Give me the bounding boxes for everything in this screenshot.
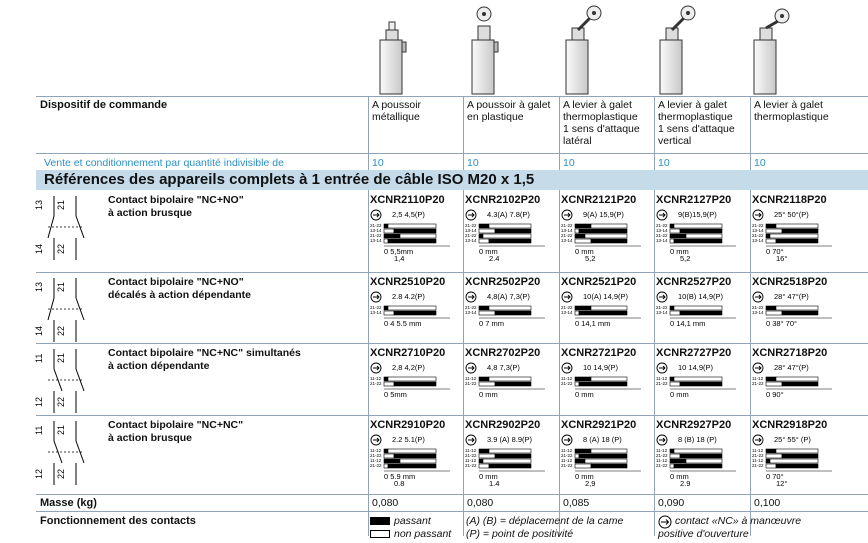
diagram-top-values: 2.2 5.1(P) — [392, 435, 425, 444]
mass-rule — [36, 494, 868, 495]
contact-terminal-label: 14 — [34, 325, 44, 336]
diagram-top-values: 10(A) 14,9(P) — [583, 292, 629, 301]
contact-terminal-label: 11 — [34, 353, 44, 363]
column-separator — [368, 96, 369, 536]
product-reference: XCNR2110P20 — [370, 194, 445, 206]
operation-diagram — [465, 290, 557, 346]
product-reference: XCNR2521P20 — [561, 276, 637, 288]
sale-label: Vente et conditionnement par quantité indivisible de — [44, 157, 284, 169]
sale-qty-5: 10 — [754, 157, 766, 169]
product-reference: XCNR2702P20 — [465, 347, 541, 359]
diagram-top-values: 25° 55° (P) — [774, 435, 811, 444]
diagram-bottom-values: 0 14,1 mm — [670, 319, 706, 328]
product-reference: XCNR2510P20 — [370, 276, 446, 288]
diagram-row-label: 11-12 — [465, 458, 477, 463]
diagram-bottom-values: 0 mm — [479, 247, 498, 256]
legend-nc-1: contact «NC» à manœuvre — [675, 515, 802, 527]
diagram-bottom-values: 0 70° — [766, 472, 784, 481]
diagram-row-label: 13-14 — [465, 310, 477, 315]
operation-diagram — [656, 290, 748, 346]
diagram-row-label: 21-22 — [465, 381, 477, 386]
contact-terminal-label: 21 — [56, 199, 66, 210]
diagram-row-label: 21-22 — [561, 463, 573, 468]
diagram-row-label: 21-22 — [752, 223, 764, 228]
diagram-sub-value: 2,9 — [585, 479, 596, 488]
diagram-row-label: 21-22 — [752, 381, 764, 386]
diagram-bottom-values: 0 38° 70° — [766, 319, 798, 328]
product-reference: XCNR2121P20 — [561, 194, 637, 206]
product-images — [360, 0, 868, 96]
contact-terminal-label: 22 — [56, 396, 66, 407]
product-reference: XCNR2118P20 — [752, 194, 827, 206]
contact-terminal-label: 11 — [34, 425, 44, 435]
header-rule — [36, 96, 868, 97]
device-desc-2: A poussoir à galet en plastique — [467, 99, 551, 123]
operation-diagram — [752, 208, 844, 264]
contact-terminal-label: 13 — [34, 281, 44, 292]
product-reference: XCNR2502P20 — [465, 276, 541, 288]
mass-value-5: 0,100 — [754, 497, 781, 509]
legend-nc-2: positive d'ouverture — [658, 528, 749, 540]
diagram-row-label: 11-12 — [370, 458, 382, 463]
row-label-device: Dispositif de commande — [40, 99, 168, 111]
positive-opening-icon — [658, 515, 672, 529]
sale-qty-4: 10 — [658, 157, 670, 169]
diagram-bottom-values: 0 5,5mm — [384, 247, 414, 256]
sale-qty-2: 10 — [467, 157, 479, 169]
diagram-row-label: 21-22 — [370, 463, 382, 468]
operation-diagram — [561, 290, 653, 346]
diagram-top-values: 25° 50°(P) — [774, 210, 809, 219]
diagram-top-values: 8 (A) 18 (P) — [583, 435, 622, 444]
diagram-row-label: 13-14 — [752, 310, 764, 315]
legend-swatch-non-passant — [370, 530, 390, 538]
product-reference: XCNR2910P20 — [370, 419, 446, 431]
contact-terminal-label: 12 — [34, 396, 44, 407]
diagram-bottom-values: 0 14,1 mm — [575, 319, 611, 328]
diagram-top-values: 9(A) 15,9(P) — [583, 210, 624, 219]
contact-group-title: Contact bipolaire "NC+NC" simultanés à action dépendante — [108, 347, 301, 372]
diagram-sub-value: 5,2 — [680, 254, 691, 263]
diagram-row-label: 21-22 — [561, 233, 573, 238]
operation-diagram — [561, 433, 653, 489]
mass-value-4: 0,090 — [658, 497, 685, 509]
diagram-row-label: 11-12 — [656, 376, 668, 381]
contact-group-title: Contact bipolaire "NC+NO" à action brusque — [108, 194, 244, 219]
device-image-push-metal — [380, 22, 406, 94]
diagram-row-label: 21-22 — [370, 381, 382, 386]
contact-symbol — [34, 347, 88, 417]
legend-swatch-passant — [370, 517, 390, 525]
sale-rule — [36, 153, 868, 154]
diagram-row-label: 21-22 — [465, 305, 477, 310]
diagram-row-label: 21-22 — [370, 223, 382, 228]
diagram-row-label: 13-14 — [370, 228, 382, 233]
column-separator — [463, 96, 464, 536]
diagram-row-label: 21-22 — [465, 463, 477, 468]
device-desc-4: A levier à galet thermoplastique 1 sens d'attaque vertical — [658, 99, 735, 147]
diagram-row-label: 21-22 — [561, 223, 573, 228]
contact-symbol — [34, 276, 88, 346]
diagram-row-label: 21-22 — [752, 305, 764, 310]
product-reference: XCNR2927P20 — [656, 419, 732, 431]
diagram-row-label: 11-12 — [465, 376, 477, 381]
diagram-row-label: 21-22 — [561, 305, 573, 310]
diagram-row-label: 13-14 — [370, 310, 382, 315]
diagram-sub-value: 1.4 — [489, 479, 500, 488]
diagram-top-values: 10 14,9(P) — [678, 363, 714, 372]
diagram-row-label: 13-14 — [465, 238, 477, 243]
diagram-row-label: 11-12 — [561, 376, 573, 381]
column-separator — [559, 96, 560, 536]
diagram-bottom-values: 0 mm — [575, 472, 594, 481]
mass-value-1: 0,080 — [372, 497, 399, 509]
diagram-top-values: 4,8 7,3(P) — [487, 363, 520, 372]
diagram-top-values: 28° 47°(P) — [774, 292, 809, 301]
product-reference: XCNR2527P20 — [656, 276, 732, 288]
diagram-bottom-values: 0 mm — [479, 472, 498, 481]
product-reference: XCNR2710P20 — [370, 347, 446, 359]
diagram-top-values: 2.8 4.2(P) — [392, 292, 425, 301]
diagram-bottom-values: 0 5.9 mm — [384, 472, 416, 481]
diagram-top-values: 4,8(A) 7,3(P) — [487, 292, 530, 301]
diagram-top-values: 4.3(A) 7.8(P) — [487, 210, 530, 219]
diagram-top-values: 3.9 (A) 8.9(P) — [487, 435, 533, 444]
diagram-row-label: 13-14 — [561, 310, 573, 315]
contact-terminal-label: 22 — [56, 468, 66, 479]
diagram-row-label: 11-12 — [656, 458, 668, 463]
diagram-row-label: 21-22 — [752, 463, 764, 468]
diagram-row-label: 11-12 — [370, 376, 382, 381]
operation-diagram — [465, 433, 557, 489]
diagram-row-label: 21-22 — [656, 305, 668, 310]
contact-group-title: Contact bipolaire "NC+NO" décalés à action dépendante — [108, 276, 251, 301]
diagram-row-label: 21-22 — [561, 381, 573, 386]
diagram-top-values: 2,8 4,2(P) — [392, 363, 425, 372]
diagram-row-label: 21-22 — [370, 233, 382, 238]
diagram-row-label: 11-12 — [656, 448, 668, 453]
product-reference: XCNR2921P20 — [561, 419, 637, 431]
diagram-row-label: 13-14 — [656, 310, 668, 315]
diagram-row-label: 21-22 — [370, 453, 382, 458]
diagram-top-values: 8 (B) 18 (P) — [678, 435, 717, 444]
contact-group-title: Contact bipolaire "NC+NC" à action brusque — [108, 419, 244, 444]
diagram-row-label: 11-12 — [370, 448, 382, 453]
operation-diagram — [465, 361, 557, 417]
diagram-sub-value: 16° — [776, 254, 788, 263]
operation-diagram — [752, 361, 844, 417]
operation-diagram — [656, 208, 748, 264]
diagram-row-label: 21-22 — [370, 305, 382, 310]
device-desc-5: A levier à galet thermoplastique — [754, 99, 829, 123]
diagram-row-label: 11-12 — [752, 376, 764, 381]
diagram-top-values: 28° 47°(P) — [774, 363, 809, 372]
product-reference: XCNR2902P20 — [465, 419, 541, 431]
diagram-row-label: 11-12 — [465, 448, 477, 453]
operation-diagram — [370, 433, 462, 489]
device-image-lever-lateral — [566, 6, 601, 94]
operation-diagram — [656, 433, 748, 489]
operation-diagram — [752, 290, 844, 346]
column-separator — [750, 96, 751, 536]
diagram-row-label: 21-22 — [656, 233, 668, 238]
diagram-top-values: 9(B)15,9(P) — [678, 210, 717, 219]
mass-value-3: 0,085 — [563, 497, 590, 509]
product-reference: XCNR2102P20 — [465, 194, 541, 206]
operation-diagram — [370, 290, 462, 346]
product-reference: XCNR2721P20 — [561, 347, 637, 359]
diagram-sub-value: 2.9 — [680, 479, 691, 488]
diagram-row-label: 13-14 — [370, 238, 382, 243]
diagram-row-label: 21-22 — [752, 453, 764, 458]
diagram-row-label: 11-12 — [561, 448, 573, 453]
device-image-push-roller — [472, 7, 498, 94]
device-image-lever-vertical — [660, 6, 695, 94]
legend-rule — [36, 511, 868, 512]
diagram-bottom-values: 0 mm — [670, 472, 689, 481]
contact-terminal-label: 13 — [34, 199, 44, 210]
contact-terminal-label: 21 — [56, 424, 66, 435]
diagram-row-label: 13-14 — [656, 228, 668, 233]
diagram-sub-value: 5,2 — [585, 254, 596, 263]
legend-ab: (A) (B) = déplacement de la came — [466, 515, 624, 527]
diagram-row-label: 13-14 — [561, 228, 573, 233]
contact-terminal-label: 22 — [56, 243, 66, 254]
group-rule — [36, 272, 868, 273]
diagram-bottom-values: 0 mm — [575, 390, 594, 399]
column-separator — [654, 96, 655, 536]
contact-terminal-label: 12 — [34, 468, 44, 479]
sale-qty-3: 10 — [563, 157, 575, 169]
contact-terminal-label: 21 — [56, 352, 66, 363]
diagram-top-values: 10 14,9(P) — [583, 363, 619, 372]
diagram-top-values: 2,5 4,5(P) — [392, 210, 425, 219]
operation-diagram — [561, 361, 653, 417]
diagram-row-label: 13-14 — [561, 238, 573, 243]
diagram-bottom-values: 0 90° — [766, 390, 784, 399]
diagram-row-label: 21-22 — [465, 223, 477, 228]
contact-terminal-label: 21 — [56, 281, 66, 292]
diagram-row-label: 11-12 — [752, 448, 764, 453]
device-desc-1: A poussoir métallique — [372, 99, 422, 123]
contact-terminal-label: 22 — [56, 325, 66, 336]
diagram-bottom-values: 0 4 5.5 mm — [384, 319, 422, 328]
diagram-row-label: 21-22 — [465, 233, 477, 238]
diagram-top-values: 10(B) 14,9(P) — [678, 292, 724, 301]
diagram-row-label: 21-22 — [656, 453, 668, 458]
section-title: Références des appareils complets à 1 entrée de câble ISO M20 x 1,5 — [44, 171, 535, 188]
diagram-sub-value: 1,4 — [394, 254, 405, 263]
operation-diagram — [465, 208, 557, 264]
contact-symbol — [34, 194, 88, 264]
diagram-row-label: 21-22 — [656, 381, 668, 386]
diagram-sub-value: 2.4 — [489, 254, 500, 263]
contact-symbol — [34, 419, 88, 489]
product-reference: XCNR2127P20 — [656, 194, 732, 206]
product-reference: XCNR2518P20 — [752, 276, 828, 288]
diagram-bottom-values: 0 70° — [766, 247, 784, 256]
diagram-row-label: 11-12 — [752, 458, 764, 463]
diagram-bottom-values: 0 5mm — [384, 390, 407, 399]
device-desc-3: A levier à galet thermoplastique 1 sens d'attaque latéral — [563, 99, 640, 147]
diagram-bottom-values: 0 mm — [670, 247, 689, 256]
diagram-row-label: 21-22 — [752, 233, 764, 238]
legend-p: (P) = point de positivité — [466, 528, 574, 540]
diagram-bottom-values: 0 mm — [479, 390, 498, 399]
device-image-lever — [754, 9, 789, 94]
diagram-row-label: 13-14 — [752, 238, 764, 243]
operation-diagram — [656, 361, 748, 417]
diagram-row-label: 21-22 — [656, 463, 668, 468]
diagram-bottom-values: 0 mm — [575, 247, 594, 256]
mass-label: Masse (kg) — [40, 497, 97, 509]
legend-non-passant: non passant — [394, 528, 452, 540]
operation-diagram — [370, 361, 462, 417]
diagram-row-label: 13-14 — [752, 228, 764, 233]
product-reference: XCNR2718P20 — [752, 347, 828, 359]
legend-label: Fonctionnement des contacts — [40, 515, 196, 527]
diagram-row-label: 21-22 — [465, 453, 477, 458]
diagram-row-label: 21-22 — [561, 453, 573, 458]
operation-diagram — [561, 208, 653, 264]
diagram-row-label: 11-12 — [561, 458, 573, 463]
operation-diagram — [752, 433, 844, 489]
mass-value-2: 0,080 — [467, 497, 494, 509]
product-reference: XCNR2727P20 — [656, 347, 732, 359]
diagram-row-label: 21-22 — [656, 223, 668, 228]
diagram-row-label: 13-14 — [465, 228, 477, 233]
sale-qty-1: 10 — [372, 157, 384, 169]
diagram-bottom-values: 0 7 mm — [479, 319, 505, 328]
contact-terminal-label: 14 — [34, 243, 44, 254]
diagram-sub-value: 12° — [776, 479, 788, 488]
product-reference: XCNR2918P20 — [752, 419, 828, 431]
diagram-sub-value: 0.8 — [394, 479, 405, 488]
diagram-bottom-values: 0 mm — [670, 390, 689, 399]
operation-diagram — [370, 208, 462, 264]
diagram-row-label: 13-14 — [656, 238, 668, 243]
legend-passant: passant — [394, 515, 431, 527]
